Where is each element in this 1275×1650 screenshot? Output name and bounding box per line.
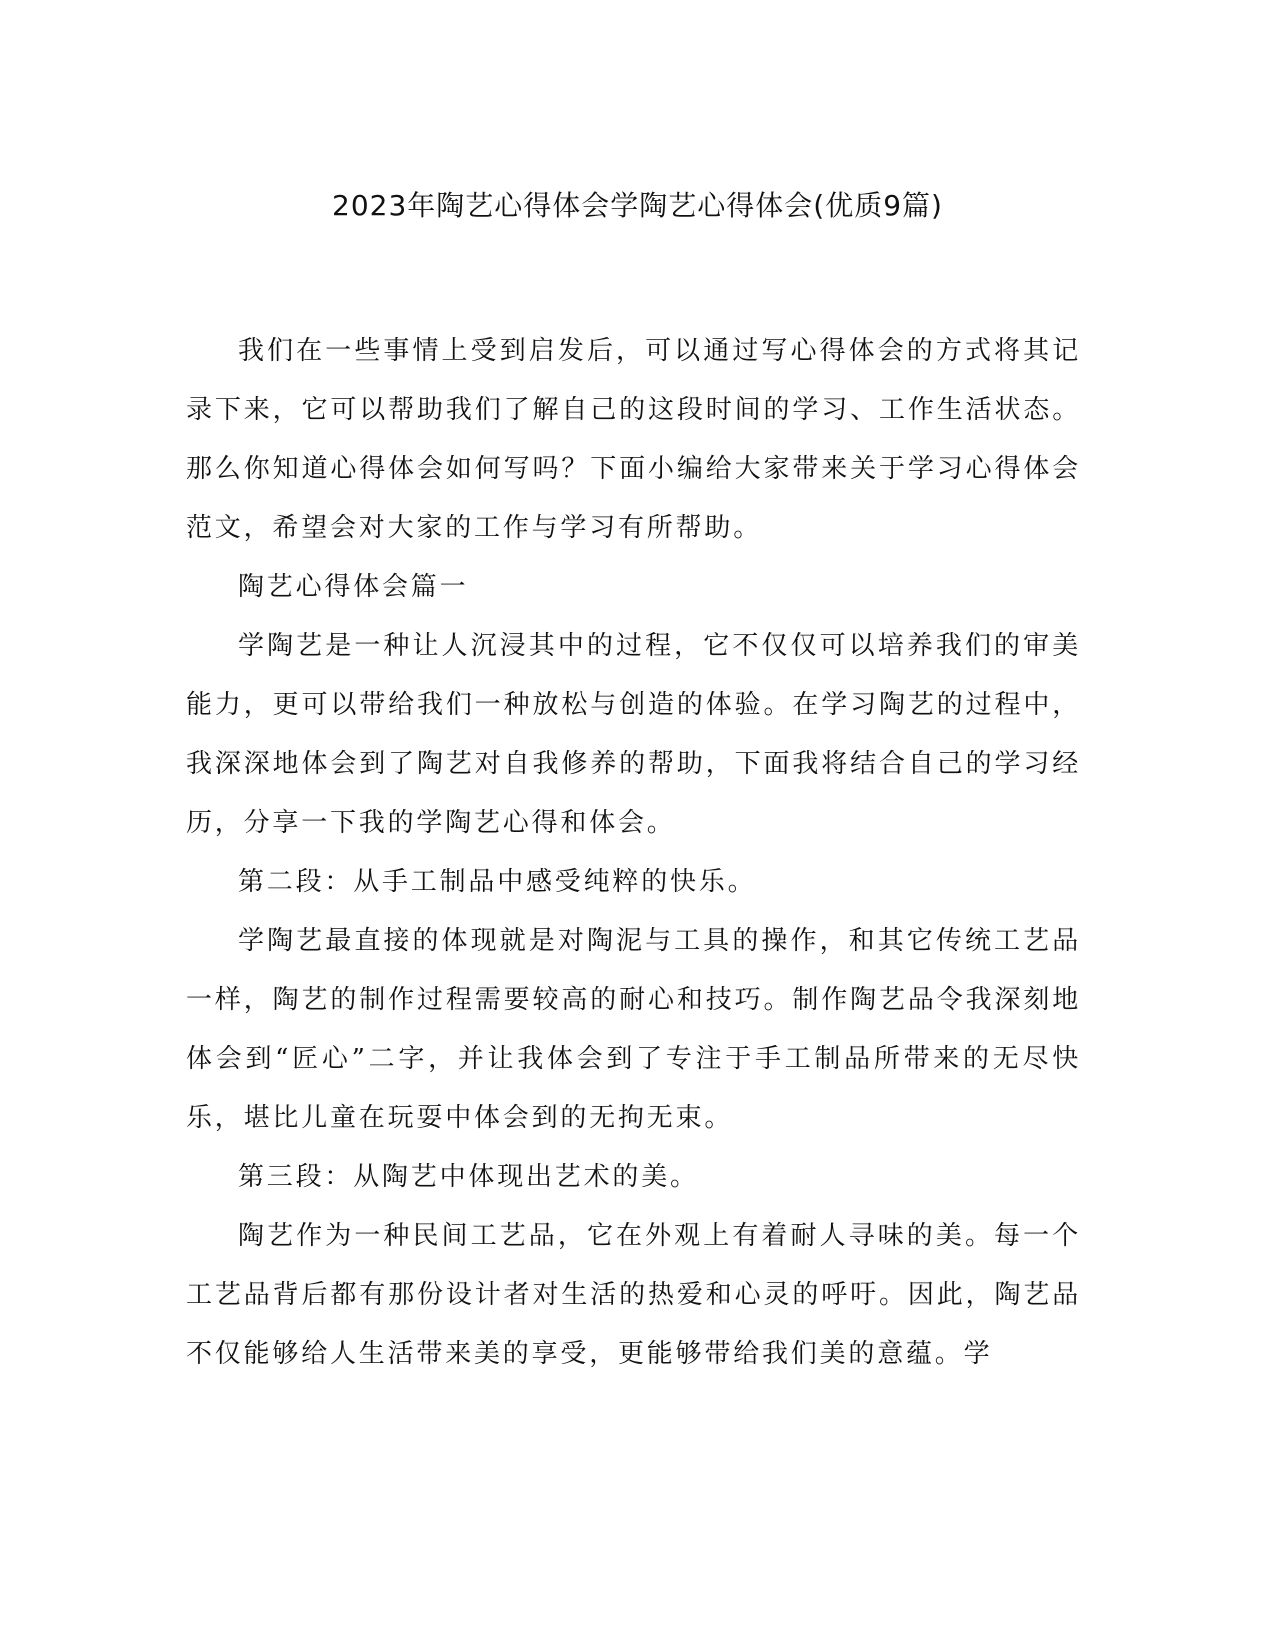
section-heading-paragraph-three: 第三段：从陶艺中体现出艺术的美。 (238, 1162, 699, 1192)
body-paragraph: 陶艺作为一种民间工艺品，它在外观上有着耐人寻味的美。每一个工艺品背后都有那份设计者对生活的热爱和心灵的呼吁。因此，陶艺品不仅能够给人生活带来美的享受，更能够带给我们美的意蕴。学 (186, 1221, 1081, 1369)
body-paragraph: 学陶艺是一种让人沉浸其中的过程，它不仅仅可以培养我们的审美能力，更可以带给我们一种放松与创造的体验。在学习陶艺的过程中，我深深地体会到了陶艺对自我修养的帮助，下面我将结合自己的学习经历，分享一下我的学陶艺心得和体会。 (186, 631, 1081, 838)
document-title: 2023年陶艺心得体会学陶艺心得体会(优质9篇) (332, 189, 943, 222)
section-heading-paragraph-two: 第二段：从手工制品中感受纯粹的快乐。 (238, 867, 757, 897)
section-heading-part-one: 陶艺心得体会篇一 (238, 572, 469, 602)
body-paragraph: 学陶艺最直接的体现就是对陶泥与工具的操作，和其它传统工艺品一样，陶艺的制作过程需要较高的耐心和技巧。制作陶艺品令我深刻地体会到“匠心”二字，并让我体会到了专注于手工制品所带来的无尽快乐，堪比儿童在玩耍中体会到的无拘无束。 (186, 926, 1081, 1133)
intro-paragraph: 我们在一些事情上受到启发后，可以通过写心得体会的方式将其记录下来，它可以帮助我们了解自己的这段时间的学习、工作生活状态。那么你知道心得体会如何写吗？下面小编给大家带来关于学习心得体会范文，希望会对大家的工作与学习有所帮助。 (186, 336, 1081, 543)
document-body (186, 322, 1081, 1384)
